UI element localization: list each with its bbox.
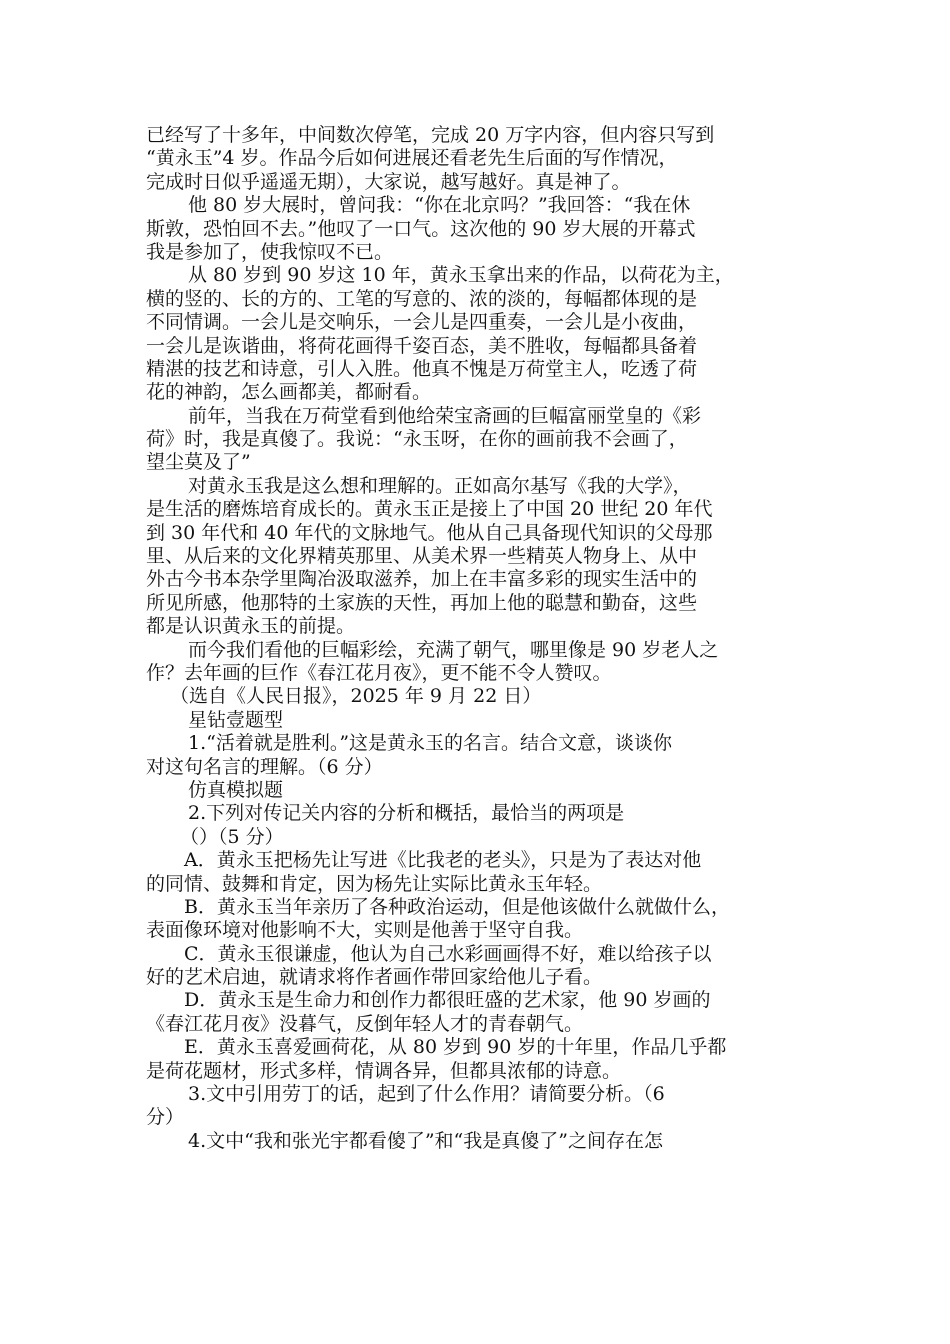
option-a: A．黄永玉把杨先让写进《比我老的老头》，只是为了表达对他	[184, 849, 702, 872]
text-line: 完成时日似乎遥遥无期），大家说，越写越好。真是神了。	[146, 170, 631, 193]
text-line: 都是认识黄永玉的前提。	[146, 615, 356, 638]
text-line: 里、从后来的文化界精英那里、从美术界一些精英人物身上、从中	[146, 545, 698, 568]
paragraph-start: 对黄永玉我是这么想和理解的。正如高尔基写《我的大学》，	[188, 474, 692, 497]
text-line: 的同情、鼓舞和肯定，因为杨先让实际比黄永玉年轻。	[146, 872, 603, 895]
option-c: C．黄永玉很谦虚，他认为自己水彩画画得不好，难以给孩子以	[184, 942, 712, 965]
paragraph-start: 而今我们看他的巨幅彩绘，充满了朝气，哪里像是 90 岁老人之	[188, 638, 719, 661]
section-heading: 仿真模拟题	[188, 778, 284, 801]
source-citation: （选自《人民日报》，2025 年 9 月 22 日）	[170, 685, 542, 708]
question-2-score: （）（5 分）	[180, 825, 284, 848]
question-2: 2.下列对传记关内容的分析和概括，最恰当的两项是	[188, 802, 625, 825]
text-line: 表面像环境对他影响不大，实则是他善于坚守自我。	[146, 919, 584, 942]
text-line: 好的艺术启迪，就请求将作者画作带回家给他儿子看。	[146, 966, 603, 989]
question-1: 1.“活着就是胜利。”这是黄永玉的名言。结合文意，谈谈你	[188, 732, 673, 755]
text-line: 分）	[146, 1106, 185, 1129]
question-3: 3.文中引用劳丁的话，起到了什么作用？请简要分析。（6	[188, 1083, 665, 1106]
option-d: D．黄永玉是生命力和创作力都很旺盛的艺术家，他 90 岁画的	[184, 989, 711, 1012]
option-b: B．黄永玉当年亲历了各种政治运动，但是他该做什么就做什么，	[184, 895, 730, 918]
text-line: 精湛的技艺和诗意，引人入胜。他真不愧是万荷堂主人，吃透了荷	[146, 357, 698, 380]
option-e: E．黄永玉喜爱画荷花，从 80 岁到 90 岁的十年里，作品几乎都	[184, 1036, 727, 1059]
text-line: 是生活的磨炼培育成长的。黄永玉正是接上了中国 20 世纪 20 年代	[146, 498, 713, 521]
text-line: 花的神韵，怎么画都美，都耐看。	[146, 381, 432, 404]
text-line: 已经写了十多年，中间数次停笔，完成 20 万字内容，但内容只写到	[146, 124, 715, 146]
question-4: 4.文中“我和张光宇都看傻了”和“我是真傻了”之间存在怎	[188, 1129, 663, 1152]
text-line: 荷》时，我是真傻了。我说：“永玉呀，在你的画前我不会画了，	[146, 428, 688, 451]
text-line: 《春江花月夜》没暮气，反倒年轻人才的青春朝气。	[146, 1012, 584, 1035]
text-line: “黄永玉”4 岁。作品今后如何进展还看老先生后面的写作情况，	[146, 147, 678, 170]
text-line: 到 30 年代和 40 年代的文脉地气。他从自己具备现代知识的父母那	[146, 521, 713, 544]
text-line: 对这句名言的理解。（6 分）	[146, 755, 383, 778]
paragraph-start: 前年，当我在万荷堂看到他给荣宝斋画的巨幅富丽堂皇的《彩	[188, 404, 702, 427]
paragraph-start: 他 80 岁大展时，曾问我：“你在北京吗？”我回答：“我在休	[188, 194, 691, 217]
text-line: 斯敦，恐怕回不去。”他叹了一口气。这次他的 90 岁大展的开幕式	[146, 217, 696, 240]
text-line: 一会儿是诙谐曲，将荷花画得千姿百态，美不胜收，每幅都具备着	[146, 334, 698, 357]
text-line: 所见所感，他那特的土家族的天性，再加上他的聪慧和勤奋，这些	[146, 591, 698, 614]
text-line: 作？去年画的巨作《春江花月夜》，更不能不令人赞叹。	[146, 661, 612, 684]
text-line: 是荷花题材，形式多样，情调各异，但都具浓郁的诗意。	[146, 1059, 622, 1082]
text-line: 不同情调。一会儿是交响乐，一会儿是四重奏，一会儿是小夜曲，	[146, 311, 698, 334]
article-text	[146, 124, 818, 1153]
paragraph-start: 从 80 岁到 90 岁这 10 年，黄永玉拿出来的作品，以荷花为主，	[188, 264, 734, 287]
section-heading: 星钻壹题型	[188, 708, 284, 731]
text-line: 我是参加了，使我惊叹不已。	[146, 240, 394, 263]
text-line: 望尘莫及了”	[146, 451, 251, 474]
text-line: 外古今书本杂学里陶冶汲取滋养，加上在丰富多彩的现实生活中的	[146, 568, 698, 591]
text-line: 横的竖的、长的方的、工笔的写意的、浓的淡的，每幅都体现的是	[146, 287, 698, 310]
